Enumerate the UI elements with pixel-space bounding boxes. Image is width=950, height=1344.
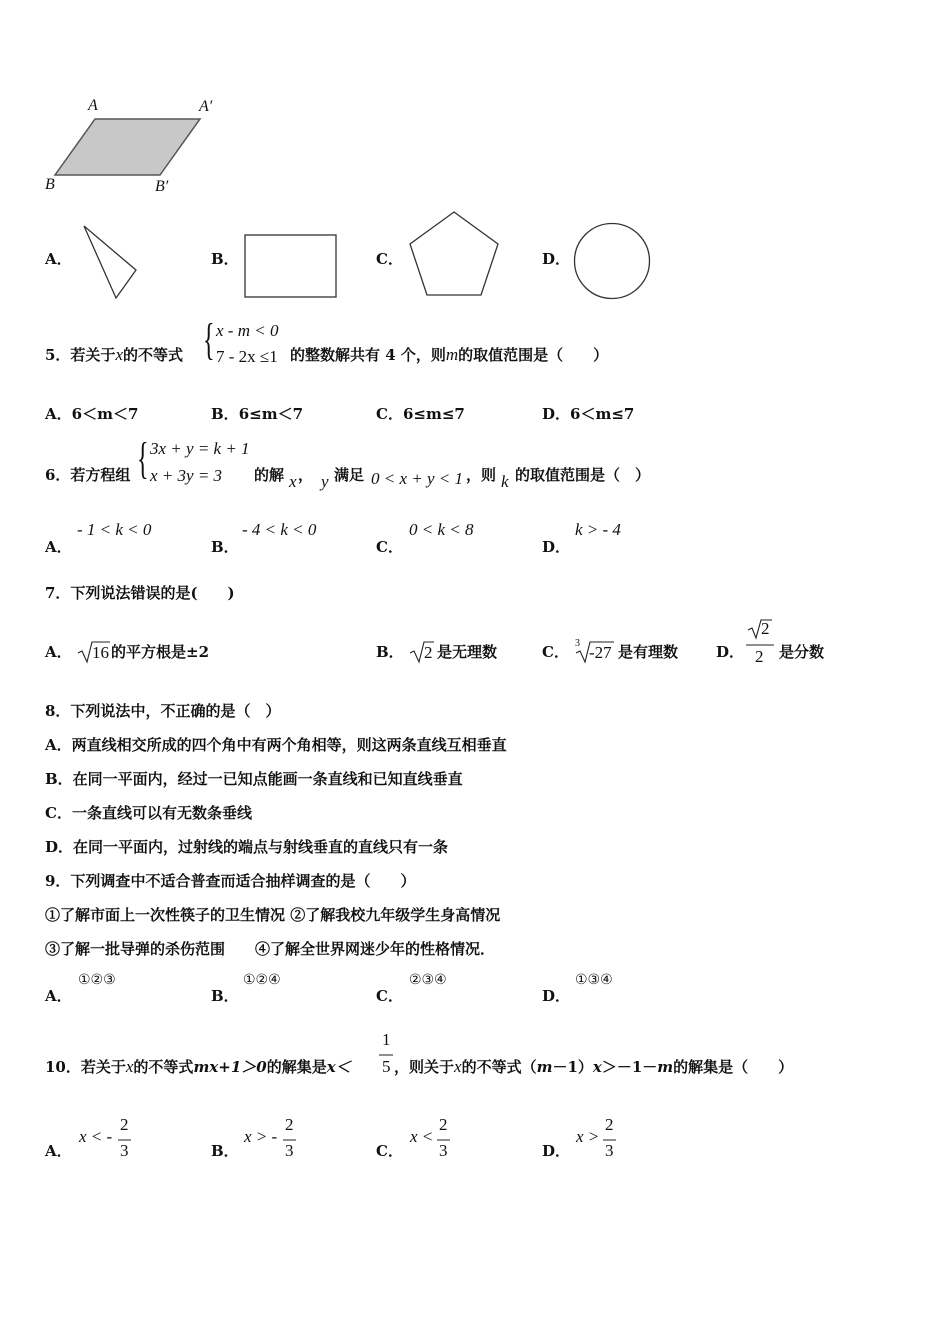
q5-option-b: B．6≤m＜7 bbox=[211, 405, 304, 423]
label-B: B bbox=[45, 176, 55, 193]
q7-option-a-text: 的平方根是±2 bbox=[111, 643, 210, 661]
q5-option-a: A．6＜m＜7 bbox=[45, 405, 139, 423]
q10-option-a-num: 2 bbox=[120, 1115, 129, 1134]
q5-system-line1: x - m < 0 bbox=[216, 321, 279, 340]
q10-option-b-num: 2 bbox=[285, 1115, 294, 1134]
label-A-prime: A′ bbox=[199, 98, 213, 115]
q10-option-b-den: 3 bbox=[285, 1141, 294, 1160]
q10-frac-numerator: 1 bbox=[382, 1030, 391, 1049]
q10-stem-part1: 10．若关于x的不等式mx+1＞0的解集是x＜ bbox=[45, 1057, 351, 1076]
q7-option-d-numerator: 2 bbox=[761, 619, 770, 638]
q8-option-c: C．一条直线可以有无数条垂线 bbox=[45, 804, 252, 822]
q6-text-range: 的取值范围是（ ） bbox=[515, 466, 651, 484]
q6-option-d-letter: D． bbox=[542, 538, 571, 556]
q6-stem-prefix: 6．若方程组 bbox=[45, 466, 131, 484]
q7-option-c-index: 3 bbox=[575, 638, 580, 649]
q9-option-d-letter: D． bbox=[542, 987, 571, 1005]
q7-option-d-text: 是分数 bbox=[779, 643, 825, 661]
q7-option-a-letter: A． bbox=[45, 643, 72, 661]
q9-line1: ①了解市面上一次性筷子的卫生情况 ②了解我校九年级学生身高情况 bbox=[45, 906, 501, 924]
q7-option-d-letter: D． bbox=[716, 643, 745, 661]
q6-option-c-math: 0 < k < 8 bbox=[409, 520, 474, 539]
q9-option-b-text: ①②④ bbox=[243, 972, 281, 988]
q9-option-a-text: ①②③ bbox=[78, 972, 116, 988]
q6-var-k: k bbox=[501, 472, 509, 491]
q10-frac-denominator: 5 bbox=[382, 1057, 391, 1076]
q7-option-c-letter: C． bbox=[542, 643, 569, 661]
q9-option-c-text: ②③④ bbox=[409, 972, 447, 988]
parallelogram-figure bbox=[40, 95, 220, 195]
label-A: A bbox=[88, 97, 98, 114]
q4-option-a-letter: A． bbox=[45, 250, 72, 268]
q9-option-a-letter: A． bbox=[45, 987, 72, 1005]
q6-brace: { bbox=[137, 434, 149, 483]
q10-option-d-num: 2 bbox=[605, 1115, 614, 1134]
q7-option-a-radicand: 16 bbox=[92, 643, 109, 662]
label-B-prime: B′ bbox=[155, 178, 169, 195]
q10-option-b-lhs: x > - bbox=[244, 1127, 278, 1146]
q10-stem-part2: ，则关于x的不等式（m－1）x＞－1－m的解集是（ ） bbox=[394, 1057, 794, 1076]
q6-condition: 0 < x + y < 1 bbox=[371, 469, 464, 488]
q6-text-satisfy: 满足 bbox=[334, 466, 365, 484]
q8-option-b: B．在同一平面内，经过一已知点能画一条直线和已知直线垂直 bbox=[45, 770, 463, 788]
q6-text-then: ，则 bbox=[466, 466, 497, 484]
q9-option-c-letter: C． bbox=[376, 987, 403, 1005]
q10-option-a-den: 3 bbox=[120, 1141, 129, 1160]
q6-option-d-math: k > - 4 bbox=[575, 520, 621, 539]
q10-option-c-num: 2 bbox=[439, 1115, 448, 1134]
q6-system-line2: x + 3y = 3 bbox=[150, 466, 223, 485]
q7-option-c-text: 是有理数 bbox=[618, 643, 679, 661]
q10-fraction-bar bbox=[379, 1054, 393, 1056]
q9-option-d-text: ①③④ bbox=[575, 972, 613, 988]
q5-option-c: C．6≤m≤7 bbox=[376, 405, 465, 423]
q10-option-b-letter: B． bbox=[211, 1142, 239, 1160]
q7-option-b-text: 是无理数 bbox=[437, 643, 498, 661]
q6-option-a-math: - 1 < k < 0 bbox=[77, 520, 152, 539]
parallelogram-shape bbox=[55, 119, 200, 175]
q10-option-c-lhs: x < bbox=[410, 1127, 434, 1146]
q8-stem: 8．下列说法中，不正确的是（ ） bbox=[45, 702, 281, 720]
q9-line2: ③了解一批导弹的杀伤范围 ④了解全世界网迷少年的性格情况． bbox=[45, 940, 496, 958]
q4-option-c-letter: C． bbox=[376, 250, 403, 268]
q6-option-b-letter: B． bbox=[211, 538, 239, 556]
q9-option-b-letter: B． bbox=[211, 987, 239, 1005]
q10-option-d-letter: D． bbox=[542, 1142, 571, 1160]
q7-option-c-radicand: -27 bbox=[589, 643, 612, 662]
q7-stem: 7．下列说法错误的是( ) bbox=[45, 584, 235, 602]
q4-option-d-letter: D． bbox=[542, 250, 571, 268]
q10-option-d-den: 3 bbox=[605, 1141, 614, 1160]
q6-option-b-math: - 4 < k < 0 bbox=[242, 520, 317, 539]
pentagon-shape bbox=[404, 209, 504, 299]
q7-option-d-denominator: 2 bbox=[755, 647, 764, 666]
q8-option-d: D．在同一平面内，过射线的端点与射线垂直的直线只有一条 bbox=[45, 838, 449, 856]
q10-option-c-letter: C． bbox=[376, 1142, 403, 1160]
q6-option-c-letter: C． bbox=[376, 538, 403, 556]
q6-text-solution: 的解 bbox=[254, 466, 285, 484]
q10-option-d-lhs: x > bbox=[576, 1127, 600, 1146]
q6-option-a-letter: A． bbox=[45, 538, 72, 556]
rectangle-shape bbox=[243, 233, 339, 299]
q4-option-b-letter: B． bbox=[211, 250, 239, 268]
circle-shape bbox=[572, 221, 652, 301]
q5-stem-tail: 的整数解共有 4 个，则m的取值范围是（ ） bbox=[290, 345, 609, 364]
q6-system-line1: 3x + y = k + 1 bbox=[150, 439, 250, 458]
q5-option-d: D．6＜m≤7 bbox=[542, 405, 635, 423]
q10-option-c-den: 3 bbox=[439, 1141, 448, 1160]
q7-option-b-radicand: 2 bbox=[424, 643, 433, 662]
q6-comma: ， bbox=[298, 466, 314, 484]
q5-system-line2: 7 - 2x ≤1 bbox=[216, 347, 278, 366]
q5-stem: 5．若关于x的不等式 bbox=[45, 345, 183, 364]
q5-brace: { bbox=[203, 315, 215, 364]
q6-var-y: y bbox=[321, 472, 329, 491]
fraction-bar bbox=[746, 644, 776, 646]
q9-stem: 9．下列调查中不适合普查而适合抽样调查的是（ ） bbox=[45, 872, 416, 890]
q7-option-b-letter: B． bbox=[376, 643, 404, 661]
q6-var-x: x bbox=[289, 472, 297, 491]
q8-option-a: A．两直线相交所成的四个角中有两个角相等，则这两条直线互相垂直 bbox=[45, 736, 507, 754]
triangle-shape bbox=[80, 222, 140, 302]
q10-option-a-lhs: x < - bbox=[79, 1127, 113, 1146]
q10-option-a-letter: A． bbox=[45, 1142, 72, 1160]
